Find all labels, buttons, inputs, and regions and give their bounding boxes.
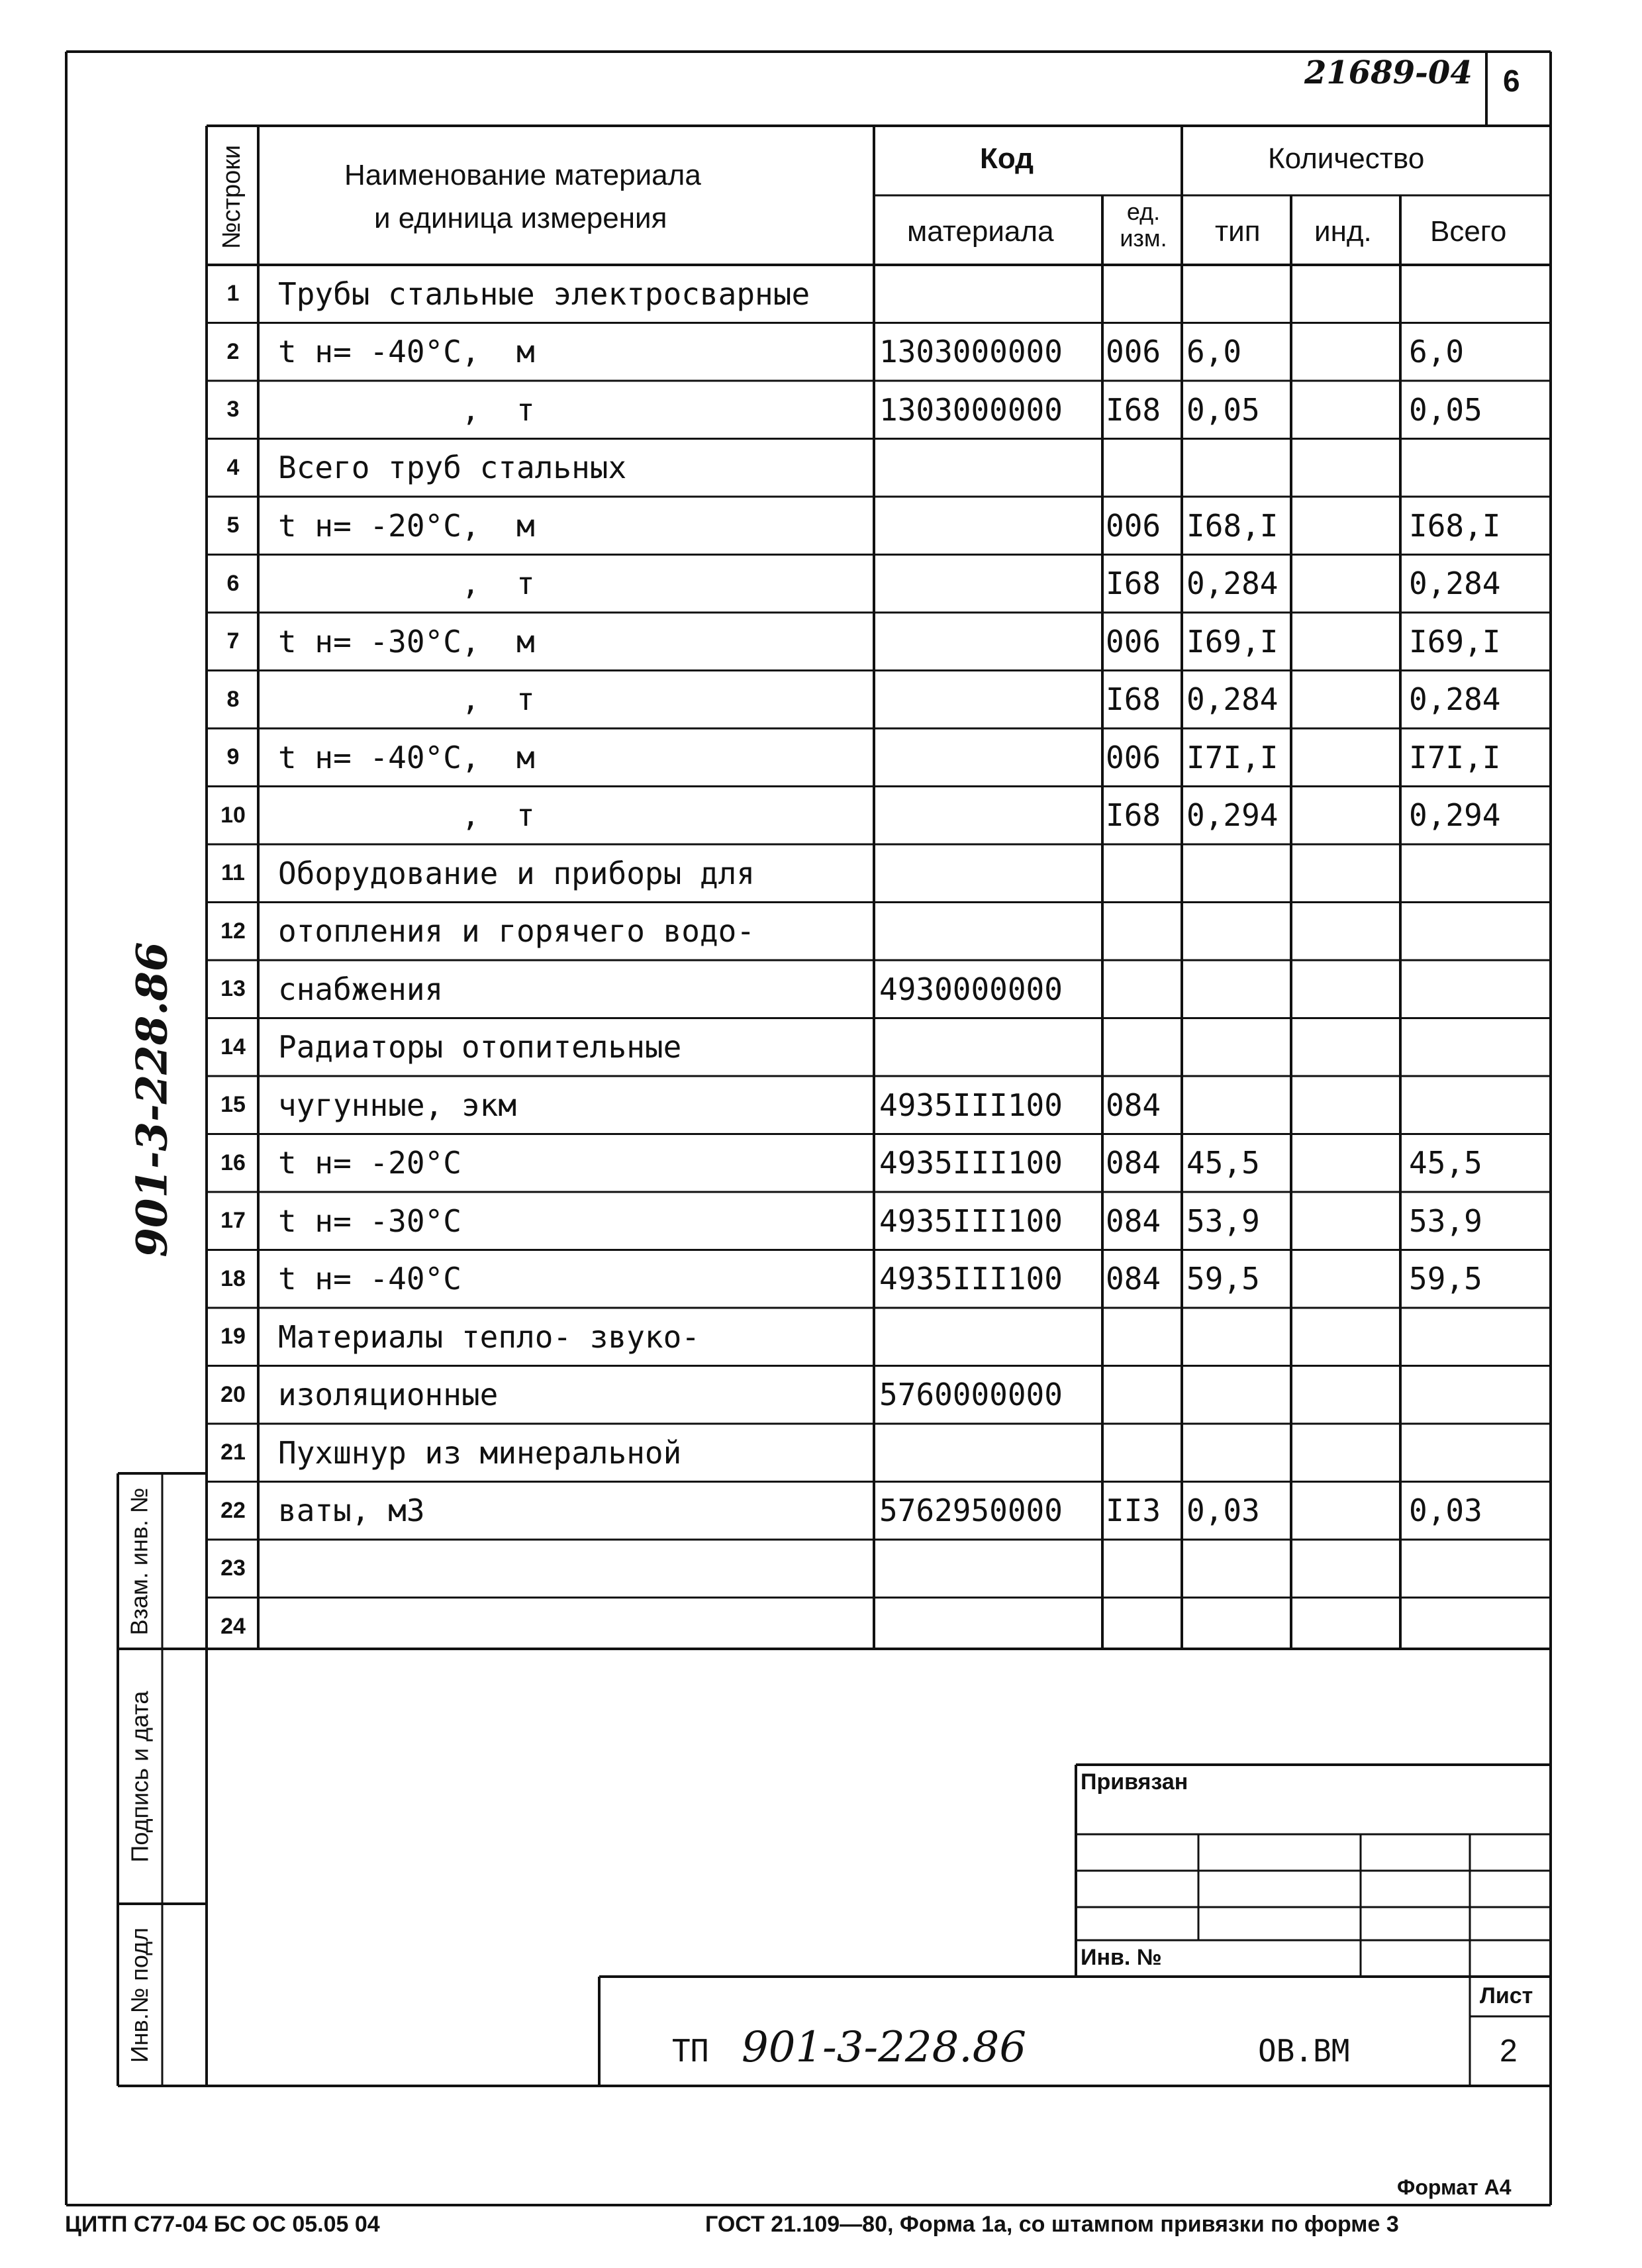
cell-code (879, 555, 1101, 613)
stamp-tp-prefix: ТП (672, 2033, 709, 2069)
cell-total: 59,5 (1409, 1261, 1482, 1297)
cell-name: t н= -40°С, м (278, 334, 535, 370)
cell-code (879, 787, 1101, 845)
cell-type (1186, 1366, 1289, 1424)
cell-code (879, 1308, 1101, 1366)
cell-type (1186, 1076, 1289, 1134)
cell-code: 4935III100 (879, 1203, 1063, 1239)
cell-ind (1294, 1424, 1399, 1482)
cell-total: 6,0 (1409, 334, 1465, 370)
cell-total (1409, 1540, 1548, 1598)
cell-code (879, 497, 1101, 555)
cell-type (1186, 1018, 1289, 1077)
cell-ind (1294, 439, 1399, 497)
cell-total (1409, 1076, 1548, 1134)
cell-type (1186, 1598, 1289, 1656)
cell-n: 24 (220, 1613, 246, 1639)
cell-type (1186, 844, 1289, 903)
cell-ind (1294, 1482, 1399, 1540)
footer-left: ЦИТП С77-04 БС ОС 05.05 04 (65, 2212, 380, 2237)
cell-total (1409, 960, 1548, 1018)
header-qty-ind: инд. (1314, 215, 1372, 248)
header-code-group: Код (980, 142, 1034, 175)
cell-name: Трубы стальные электросварные (278, 275, 810, 312)
document-number: 21689-04 (1304, 54, 1473, 91)
cell-ind (1294, 844, 1399, 903)
cell-code (879, 728, 1101, 787)
cell-unit: 006 (1106, 334, 1161, 370)
cell-ind (1294, 497, 1399, 555)
cell-total: 0,284 (1409, 681, 1501, 718)
cell-ind (1294, 1598, 1399, 1656)
cell-type (1186, 1308, 1289, 1366)
cell-unit: 006 (1106, 507, 1161, 544)
cell-ind (1294, 323, 1399, 381)
cell-n: 19 (220, 1324, 246, 1350)
cell-n: 22 (220, 1497, 246, 1523)
cell-unit (1106, 1308, 1180, 1366)
footer-format: Формат А4 (1397, 2175, 1512, 2199)
stamp-sheet-number: 2 (1500, 2034, 1518, 2069)
cell-ind (1294, 1076, 1399, 1134)
cell-type: I7I,I (1186, 739, 1279, 775)
cell-code (879, 1598, 1101, 1656)
cell-unit (1106, 903, 1180, 961)
cell-unit (1106, 844, 1180, 903)
cell-unit: I68 (1106, 391, 1161, 428)
cell-total: 0,05 (1409, 391, 1482, 428)
cell-type: I69,I (1186, 623, 1279, 660)
cell-code (879, 1424, 1101, 1482)
cell-ind (1294, 381, 1399, 439)
stamp-doc-mark: ОВ.ВМ (1258, 2033, 1350, 2069)
cell-code: 5760000000 (879, 1377, 1063, 1413)
cell-total (1409, 1598, 1548, 1656)
cell-code: 4935III100 (879, 1087, 1063, 1123)
cell-unit (1106, 439, 1180, 497)
cell-name: , т (278, 391, 535, 428)
header-unit: ед. изм. (1120, 198, 1167, 252)
cell-type (1186, 1424, 1289, 1482)
header-name: Наименование материала (344, 159, 701, 191)
cell-name: отопления и горячего водо- (278, 913, 755, 950)
cell-unit: I68 (1106, 681, 1161, 718)
cell-code (879, 671, 1101, 729)
cell-name: чугунные, экм (278, 1087, 517, 1123)
cell-ind (1294, 728, 1399, 787)
cell-total: 0,03 (1409, 1493, 1482, 1529)
cell-unit: 084 (1106, 1145, 1161, 1181)
cell-ind (1294, 265, 1399, 323)
cell-unit (1106, 1540, 1180, 1598)
cell-n: 13 (220, 976, 246, 1002)
cell-ind (1294, 1540, 1399, 1598)
cell-name: , т (278, 566, 535, 602)
cell-total (1409, 1424, 1548, 1482)
cell-ind (1294, 903, 1399, 961)
cell-name: , т (278, 797, 535, 834)
inv-replace-cell (119, 1477, 160, 1646)
header-qty-group: Количество (1268, 142, 1425, 175)
cell-name: снабжения (278, 971, 444, 1007)
cell-unit (1106, 265, 1180, 323)
cell-total: 0,284 (1409, 566, 1501, 602)
cell-n: 9 (226, 744, 240, 770)
cell-unit: 084 (1106, 1203, 1161, 1239)
sign-date-label: Подпись и дата (126, 1691, 153, 1862)
cell-name: Пухшнур из минеральной (278, 1434, 682, 1471)
cell-unit (1106, 1424, 1180, 1482)
vertical-code-cell (113, 914, 192, 1285)
stamp-tp-code: 901-3-228.86 (742, 2023, 1027, 2072)
cell-ind (1294, 1308, 1399, 1366)
cell-name: t н= -30°С, м (278, 623, 535, 660)
cell-code: 5762950000 (879, 1493, 1063, 1529)
cell-code: 1303000000 (879, 334, 1063, 370)
cell-unit: 006 (1106, 623, 1161, 660)
header-code-material: материала (907, 215, 1054, 248)
cell-total: I68,I (1409, 507, 1501, 544)
cell-n: 20 (220, 1381, 246, 1407)
cell-type: 6,0 (1186, 334, 1242, 370)
cell-n: 18 (220, 1265, 246, 1291)
cell-n: 3 (226, 397, 240, 422)
cell-unit: II3 (1106, 1493, 1161, 1529)
cell-n: 8 (226, 686, 240, 712)
stamp-inv-label: Инв. № (1081, 1945, 1162, 1970)
cell-total (1409, 439, 1548, 497)
cell-n: 14 (220, 1034, 246, 1060)
cell-type: 0,284 (1186, 566, 1279, 602)
cell-type (1186, 265, 1289, 323)
cell-n: 2 (226, 338, 240, 364)
cell-unit (1106, 1598, 1180, 1656)
cell-total: 53,9 (1409, 1203, 1482, 1239)
cell-n: 15 (220, 1092, 246, 1118)
cell-code (879, 903, 1101, 961)
cell-code: 4935III100 (879, 1145, 1063, 1181)
cell-unit (1106, 1018, 1180, 1077)
cell-type: 0,284 (1186, 681, 1279, 718)
cell-unit: 084 (1106, 1087, 1161, 1123)
cell-n: 6 (226, 570, 240, 596)
vertical-code: 901-3-228.86 (127, 941, 177, 1257)
stamp-bound-label: Привязан (1081, 1769, 1188, 1795)
header-row-no: №строки (218, 144, 246, 250)
cell-unit: I68 (1106, 797, 1161, 834)
header-qty-type: тип (1215, 215, 1261, 248)
page-number: 6 (1503, 64, 1520, 98)
cell-name: t н= -20°С, м (278, 507, 535, 544)
cell-ind (1294, 613, 1399, 671)
cell-unit: 006 (1106, 739, 1161, 775)
cell-unit: 084 (1106, 1261, 1161, 1297)
cell-n: 11 (221, 860, 245, 886)
footer-right: ГОСТ 21.109—80, Форма 1а, со штампом привязки по форме 3 (705, 2212, 1399, 2237)
cell-code (879, 844, 1101, 903)
cell-n: 10 (220, 802, 246, 828)
stamp-sheet-label: Лист (1480, 1983, 1533, 2008)
cell-n: 7 (226, 628, 240, 654)
cell-name: Радиаторы отопительные (278, 1029, 682, 1065)
cell-type: 53,9 (1186, 1203, 1260, 1239)
cell-code (879, 1540, 1101, 1598)
cell-code: 1303000000 (879, 391, 1063, 428)
cell-unit: I68 (1106, 566, 1161, 602)
cell-total (1409, 265, 1548, 323)
cell-name: Всего труб стальных (278, 450, 627, 486)
cell-code (879, 439, 1101, 497)
cell-unit (1106, 960, 1180, 1018)
cell-type: 0,05 (1186, 391, 1260, 428)
cell-total (1409, 1366, 1548, 1424)
cell-type (1186, 1540, 1289, 1598)
cell-type (1186, 439, 1289, 497)
cell-type: I68,I (1186, 507, 1279, 544)
cell-ind (1294, 1018, 1399, 1077)
cell-total: 0,294 (1409, 797, 1501, 834)
cell-name: t н= -30°С (278, 1203, 461, 1239)
cell-type: 0,294 (1186, 797, 1279, 834)
cell-n: 5 (226, 513, 240, 538)
cell-n: 23 (220, 1555, 246, 1581)
cell-total: 45,5 (1409, 1145, 1482, 1181)
cell-total (1409, 903, 1548, 961)
cell-code (879, 265, 1101, 323)
cell-type: 59,5 (1186, 1261, 1260, 1297)
cell-n: 17 (220, 1208, 246, 1234)
cell-name: изоляционные (278, 1377, 499, 1413)
cell-code: 4935III100 (879, 1261, 1063, 1297)
cell-total (1409, 1018, 1548, 1077)
cell-n: 4 (226, 454, 240, 480)
cell-code: 4930000000 (879, 971, 1063, 1007)
cell-total (1409, 844, 1548, 903)
cell-type: 45,5 (1186, 1145, 1260, 1181)
cell-name: t н= -40°С (278, 1261, 461, 1297)
cell-name: Оборудование и приборы для (278, 855, 755, 891)
cell-ind (1294, 1192, 1399, 1250)
cell-n: 12 (220, 918, 246, 944)
cell-name: ваты, м3 (278, 1493, 425, 1529)
cell-type (1186, 960, 1289, 1018)
cell-unit (1106, 1366, 1180, 1424)
sign-date-cell (119, 1652, 160, 1900)
cell-n: 1 (226, 281, 240, 307)
cell-total: I7I,I (1409, 739, 1501, 775)
cell-ind (1294, 1366, 1399, 1424)
cell-ind (1294, 960, 1399, 1018)
cell-n: 21 (220, 1440, 246, 1465)
cell-ind (1294, 787, 1399, 845)
header-row-no-cell (216, 132, 249, 262)
cell-code (879, 613, 1101, 671)
cell-name: t н= -20°С (278, 1145, 461, 1181)
cell-code (879, 1018, 1101, 1077)
cell-name: Материалы тепло- звуко- (278, 1318, 700, 1355)
inv-orig-cell (119, 1907, 160, 2083)
cell-name: t н= -40°С, м (278, 739, 535, 775)
cell-ind (1294, 1250, 1399, 1308)
header-qty-total: Всего (1430, 215, 1507, 248)
cell-total: I69,I (1409, 623, 1501, 660)
cell-type (1186, 903, 1289, 961)
cell-ind (1294, 555, 1399, 613)
inv-orig-label: Инв.№ подл (126, 1927, 153, 2063)
cell-name: , т (278, 681, 535, 718)
cell-ind (1294, 1134, 1399, 1193)
cell-n: 16 (220, 1150, 246, 1175)
cell-total (1409, 1308, 1548, 1366)
inv-replace-label: Взам. инв. № (126, 1487, 153, 1636)
cell-ind (1294, 671, 1399, 729)
header-name-line2: и единица измерения (374, 202, 667, 234)
cell-name (278, 1540, 871, 1598)
cell-name (278, 1598, 871, 1656)
cell-type: 0,03 (1186, 1493, 1260, 1529)
